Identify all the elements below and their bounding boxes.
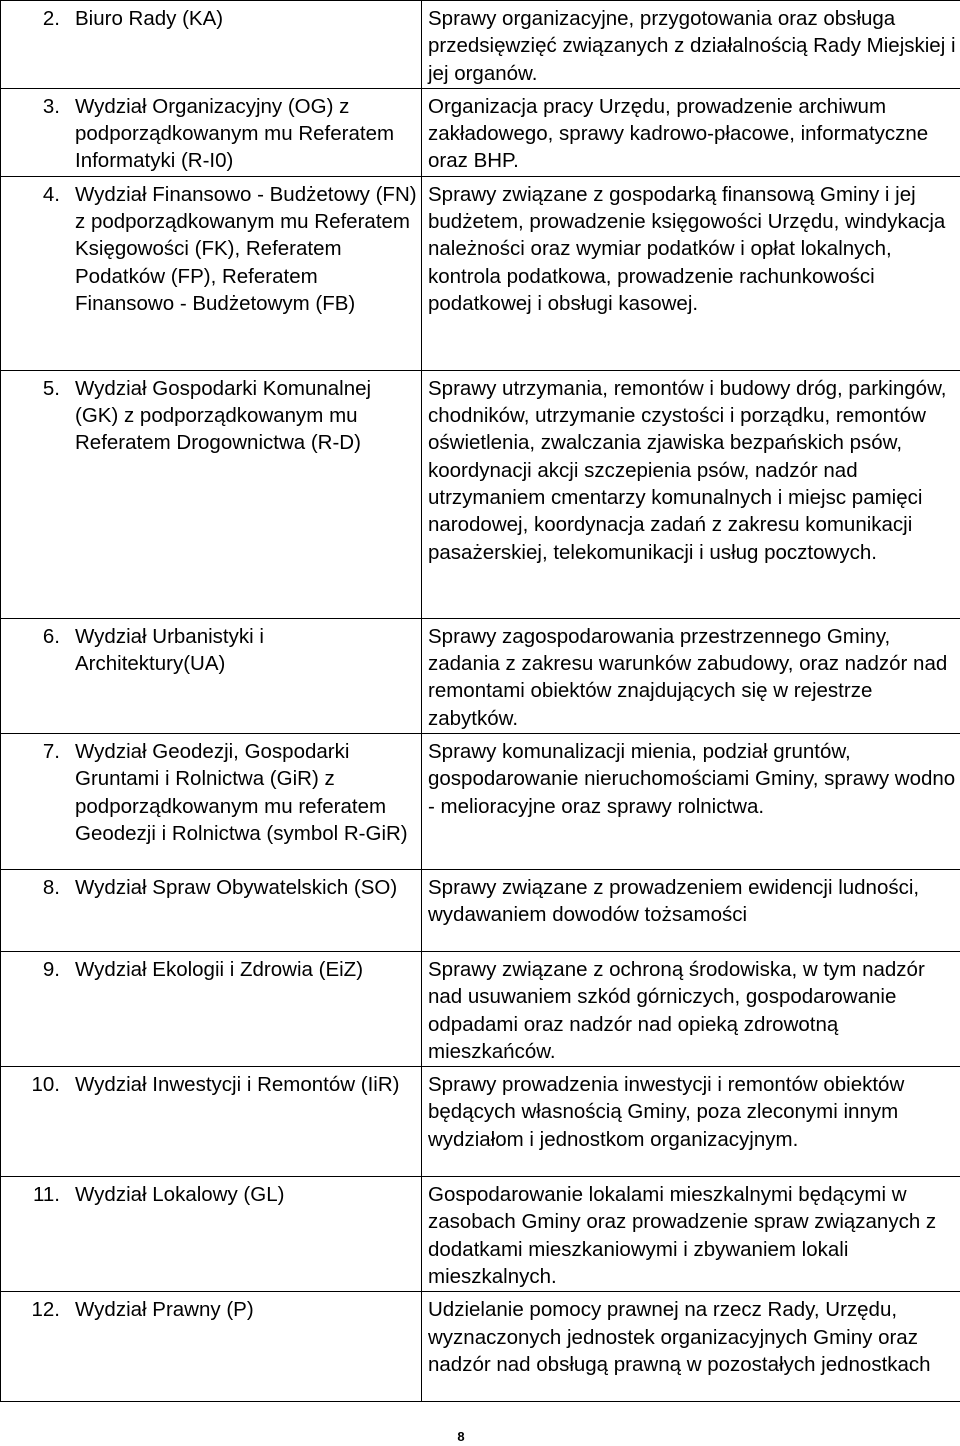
unit-cell bbox=[1, 951, 422, 1066]
table-row bbox=[1, 1177, 960, 1292]
unit-name: Wydział Prawny (P) bbox=[75, 1298, 254, 1322]
unit-number: 2. bbox=[42, 7, 60, 30]
list-item bbox=[5, 1181, 417, 1208]
page-number: 8 bbox=[457, 1429, 465, 1444]
unit-name: Wydział Ekologii i Zdrowia (EiZ) bbox=[75, 957, 364, 981]
list-item bbox=[5, 5, 417, 32]
list-item bbox=[5, 375, 417, 457]
unit-name: Wydział Geodezji, Gospodarki Gruntami i Rolnictwa (GiR) z podporządkowanym mu referatem Geodezji i Rolnictwa (symbol R-GiR) bbox=[75, 739, 408, 845]
table-row bbox=[1, 951, 960, 1066]
unit-cell bbox=[1, 1, 422, 89]
unit-name: Wydział Spraw Obywatelskich (SO) bbox=[75, 875, 398, 899]
unit-cell bbox=[1, 1177, 422, 1292]
table-row bbox=[1, 1067, 960, 1177]
unit-description: Sprawy utrzymania, remontów i budowy dróg, parkingów, chodników, utrzymanie czystości i porządku, remontów oświetlenia, zwalczania zjawiska bezpańskich psów, koordynacji akcji szczepienia psów, nadzór nad utrzymaniem cmentarzy komunalnych i miejsc pamięci narodowej, koordynacja zadań z zakresu komunikacji pasażerskiej, telekomunikacji i usług pocztowych. bbox=[422, 370, 960, 618]
unit-description: Sprawy zagospodarowania przestrzennego Gminy, zadania z zakresu warunków zabudowy, oraz nadzór nad remontami obiektów znajdujących się w rejestrze zabytków. bbox=[422, 618, 960, 733]
unit-description: Sprawy prowadzenia inwestycji i remontów obiektów będących własnością Gminy, poza zleconymi innym wydziałom i jednostkom organizacyjnym. bbox=[422, 1067, 960, 1177]
unit-number: 11. bbox=[33, 1183, 60, 1207]
unit-number: 3. bbox=[42, 94, 60, 118]
unit-name: Wydział Organizacyjny (OG) z podporządkowanym mu Referatem Informatyki (R-I0) bbox=[75, 94, 395, 173]
list-item bbox=[5, 738, 417, 847]
unit-description: Udzielanie pomocy prawnej na rzecz Rady, Urzędu, wyznaczonych jednostek organizacyjnych Gminy oraz nadzór nad obsługą prawną w pozostałych jednostkach bbox=[422, 1292, 960, 1402]
table-row bbox=[1, 869, 960, 951]
unit-description: Sprawy organizacyjne, przygotowania oraz obsługa przedsięwzięć związanych z działalnością Rady Miejskiej i jej organów. bbox=[422, 1, 960, 89]
unit-name: Wydział Lokalowy (GL) bbox=[75, 1183, 285, 1207]
list-item bbox=[5, 93, 417, 175]
unit-cell bbox=[1, 869, 422, 951]
list-item bbox=[5, 1071, 417, 1098]
table-row bbox=[1, 1292, 960, 1402]
unit-number: 7. bbox=[42, 739, 60, 763]
unit-number: 12. bbox=[31, 1298, 60, 1322]
table-row bbox=[1, 88, 960, 176]
list-item bbox=[5, 956, 417, 983]
unit-cell bbox=[1, 618, 422, 733]
unit-description: Sprawy związane z gospodarką finansową Gminy i jej budżetem, prowadzenie księgowości Urzędu, windykacja należności oraz wymiar podatków i opłat lokalnych, kontrola podatkowa, prowadzenie rachunkowości podatkowej i obsługi kasowej. bbox=[422, 176, 960, 370]
unit-cell bbox=[1, 176, 422, 370]
unit-description: Sprawy komunalizacji mienia, podział gruntów, gospodarowanie nieruchomościami Gminy, sprawy wodno - melioracyjne oraz sprawy rolnictwa. bbox=[422, 733, 960, 869]
unit-name: Wydział Inwestycji i Remontów (IiR) bbox=[75, 1073, 400, 1097]
table-row bbox=[1, 370, 960, 618]
table-row bbox=[1, 176, 960, 370]
unit-number: 10. bbox=[31, 1073, 60, 1097]
table-row bbox=[1, 618, 960, 733]
unit-number: 8. bbox=[42, 875, 60, 899]
unit-description: Sprawy związane z ochroną środowiska, w tym nadzór nad usuwaniem szkód górniczych, gospodarowanie odpadami oraz nadzór nad opieką zdrowotną mieszkańców. bbox=[422, 951, 960, 1066]
list-item bbox=[5, 874, 417, 901]
unit-description: Organizacja pracy Urzędu, prowadzenie archiwum zakładowego, sprawy kadrowo-płacowe, informatyczne oraz BHP. bbox=[422, 88, 960, 176]
list-item bbox=[5, 623, 417, 678]
unit-name: Wydział Urbanistyki i Architektury(UA) bbox=[75, 624, 264, 676]
unit-number: 9. bbox=[42, 957, 60, 981]
unit-name: Wydział Gospodarki Komunalnej (GK) z podporządkowanym mu Referatem Drogownictwa (R-D) bbox=[75, 376, 372, 455]
unit-name: Biuro Rady (KA) bbox=[75, 7, 224, 30]
list-item bbox=[5, 181, 417, 317]
unit-cell bbox=[1, 370, 422, 618]
table-row bbox=[1, 1, 960, 89]
unit-number: 4. bbox=[42, 182, 60, 206]
unit-number: 5. bbox=[42, 376, 60, 400]
unit-description: Sprawy związane z prowadzeniem ewidencji ludności, wydawaniem dowodów tożsamości bbox=[422, 869, 960, 951]
unit-name: Wydział Finansowo - Budżetowy (FN) z podporządkowanym mu Referatem Księgowości (FK), Referatem Podatków (FP), Referatem Finansowo - Budżetowym (FB) bbox=[75, 182, 417, 315]
unit-cell bbox=[1, 1067, 422, 1177]
unit-number: 6. bbox=[42, 624, 60, 648]
unit-cell bbox=[1, 88, 422, 176]
list-item bbox=[5, 1296, 417, 1323]
unit-description: Gospodarowanie lokalami mieszkalnymi będącymi w zasobach Gminy oraz prowadzenie spraw związanych z dodatkami mieszkaniowymi i zbywaniem lokali mieszkalnych. bbox=[422, 1177, 960, 1292]
table-row bbox=[1, 733, 960, 869]
unit-cell bbox=[1, 733, 422, 869]
unit-cell bbox=[1, 1292, 422, 1402]
